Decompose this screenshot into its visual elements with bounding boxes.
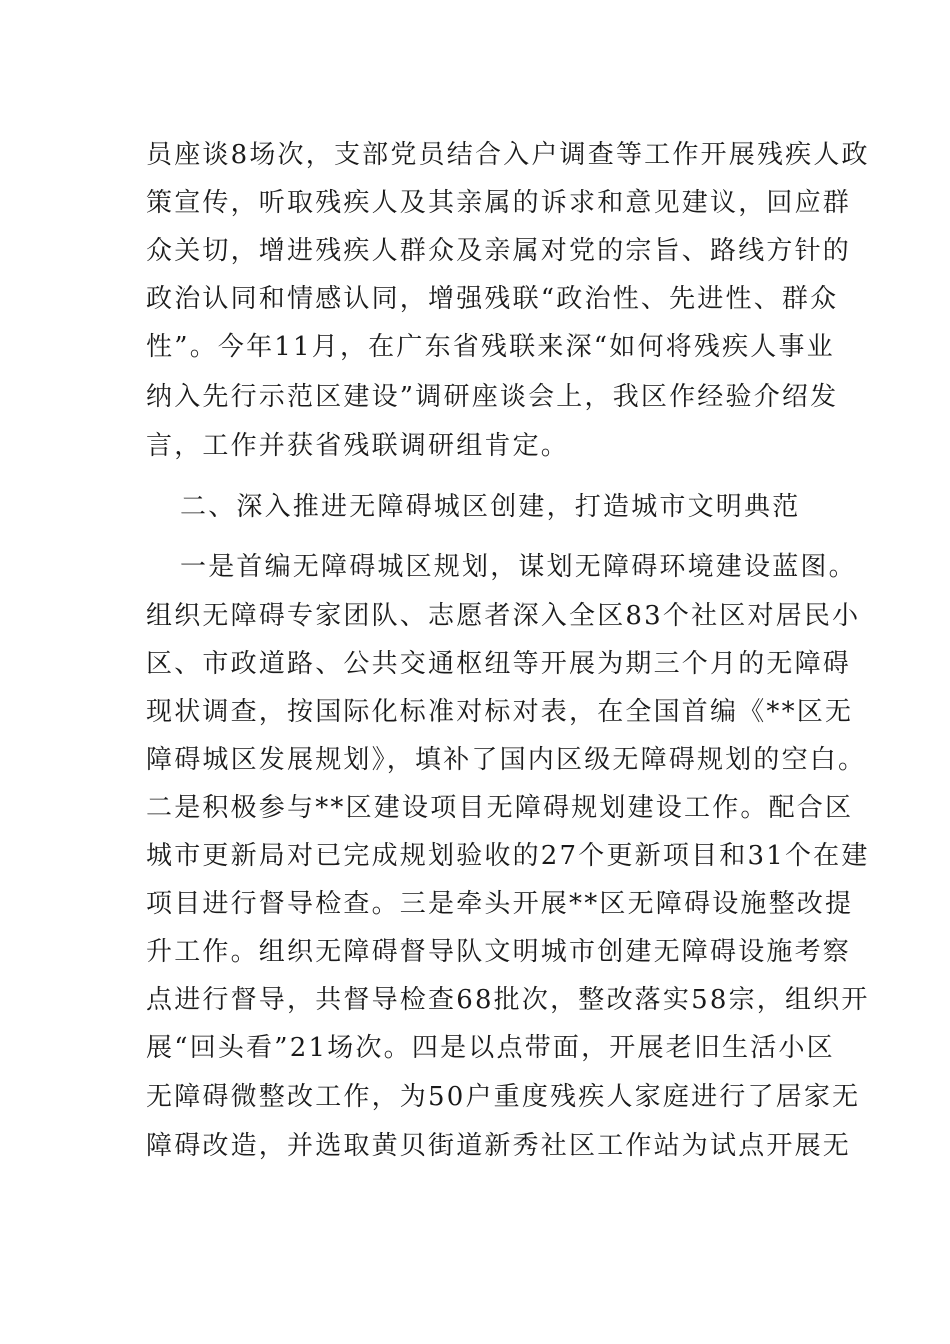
section-heading: 二、深入推进无障碍城区创建，打造城市文明典范 <box>180 492 801 522</box>
text-line: 升工作。组织无障碍督导队文明城市创建无障碍设施考察 <box>146 937 852 967</box>
text-line: 纳入先行示范区建设”调研座谈会上，我区作经验介绍发 <box>146 382 839 412</box>
text-line: 点进行督导，共督导检查68批次，整改落实58宗，组织开 <box>146 985 870 1015</box>
text-line: 性”。今年11月，在广东省残联来深“如何将残疾人事业 <box>146 332 835 362</box>
text-line: 城市更新局对已完成规划验收的27个更新项目和31个在建 <box>146 841 870 871</box>
text-line: 项目进行督导检查。三是牵头开展**区无障碍设施整改提 <box>146 889 854 919</box>
text-line: 无障碍微整改工作，为50户重度残疾人家庭进行了居家无 <box>146 1082 861 1112</box>
text-line: 区、市政道路、公共交通枢纽等开展为期三个月的无障碍 <box>146 649 852 679</box>
text-line: 展“回头看”21场次。四是以点带面，开展老旧生活小区 <box>146 1033 835 1063</box>
text-line: 组织无障碍专家团队、志愿者深入全区83个社区对居民小 <box>146 601 861 631</box>
text-line: 二是积极参与**区建设项目无障碍规划建设工作。配合区 <box>146 793 854 823</box>
text-line: 一是首编无障碍城区规划，谋划无障碍环境建设蓝图。 <box>180 552 857 582</box>
text-line: 现状调查，按国际化标准对标对表，在全国首编《**区无 <box>146 697 854 727</box>
text-line: 言，工作并获省残联调研组肯定。 <box>146 431 570 461</box>
text-line: 策宣传，听取残疾人及其亲属的诉求和意见建议，回应群 <box>146 188 852 218</box>
text-line: 障碍城区发展规划》，填补了国内区级无障碍规划的空白。 <box>146 745 867 775</box>
text-line: 障碍改造，并选取黄贝街道新秀社区工作站为试点开展无 <box>146 1131 852 1161</box>
text-line: 员座谈8场次，支部党员结合入户调查等工作开展残疾人政 <box>146 140 870 170</box>
text-line: 众关切，增进残疾人群众及亲属对党的宗旨、路线方针的 <box>146 236 852 266</box>
text-line: 政治认同和情感认同，增强残联“政治性、先进性、群众 <box>146 284 839 314</box>
